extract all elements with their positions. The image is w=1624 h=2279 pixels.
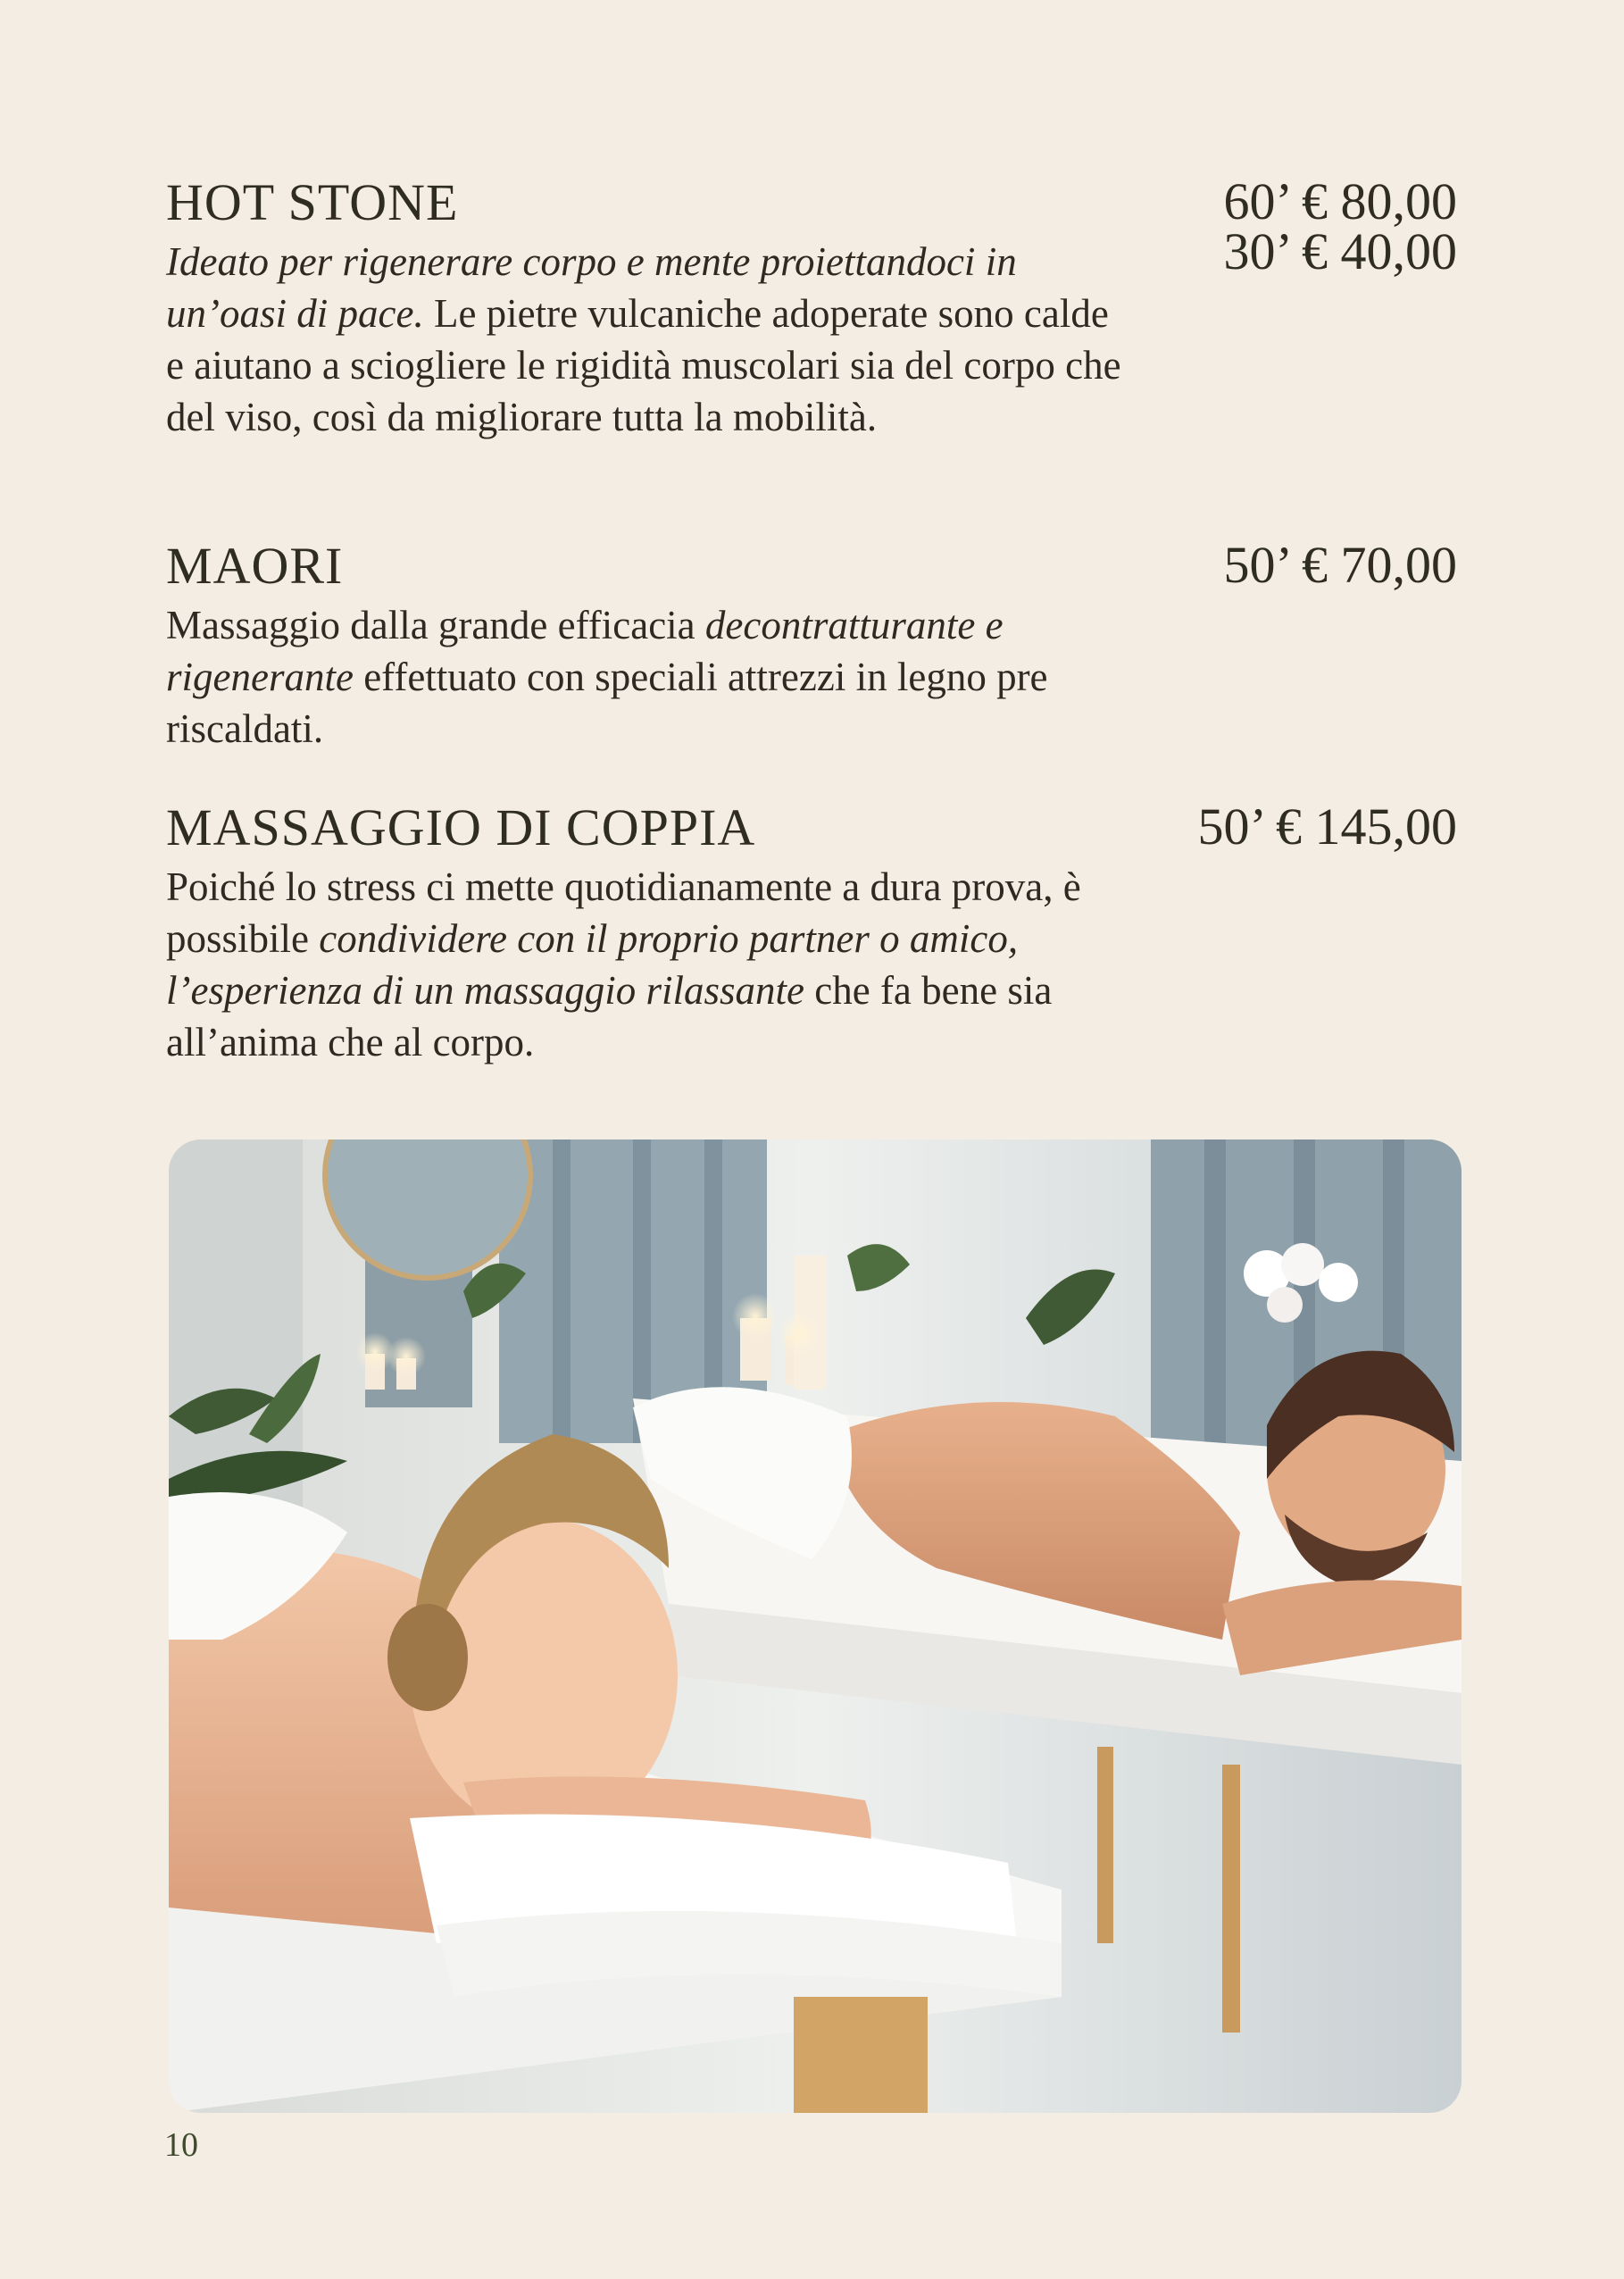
price-line: 30’ € 40,00 xyxy=(1223,222,1457,280)
service-prices xyxy=(1223,172,1457,280)
description-italic: Ideato per rigenerare corpo e mente proiettandoci in un’oasi di pace. xyxy=(166,239,1017,336)
service-title: MAORI xyxy=(166,537,344,595)
description-text: Le pietre vulcaniche adoperate sono calde e aiutano a sciogliere le rigidità muscolari sia del corpo che del viso, così da migliorare tutta la mobilità. xyxy=(166,291,1121,439)
description-text: che fa bene sia all’anima che al corpo. xyxy=(166,968,1053,1064)
service-prices xyxy=(1223,536,1457,594)
price-line: 60’ € 80,00 xyxy=(1223,172,1457,230)
service-title: MASSAGGIO DI COPPIA xyxy=(166,798,756,856)
service-title: HOT STONE xyxy=(166,173,459,231)
description-text: Massaggio dalla grande efficacia xyxy=(166,603,705,647)
service-description xyxy=(166,236,1130,443)
description-text: effettuato con speciali attrezzi in legno pre riscaldati. xyxy=(166,655,1048,751)
price-line: 50’ € 70,00 xyxy=(1223,536,1457,594)
service-prices xyxy=(1197,797,1457,856)
service-maori xyxy=(166,536,1457,755)
service-hot-stone xyxy=(166,172,1457,443)
couple-massage-photo xyxy=(169,1140,1462,2113)
price-line: 50’ € 145,00 xyxy=(1197,797,1457,856)
service-description xyxy=(166,599,1130,755)
page-number: 10 xyxy=(164,2126,198,2164)
description-text: Poiché lo stress ci mette quotidianamente a dura prova, è possibile xyxy=(166,864,1081,961)
service-description xyxy=(166,861,1130,1068)
description-italic: condividere con il proprio partner o amico, l’esperienza di un massaggio rilassante xyxy=(166,916,1019,1013)
service-massaggio-di-coppia xyxy=(166,797,1457,1068)
description-italic: decontratturante e rigenerante xyxy=(166,603,1004,699)
